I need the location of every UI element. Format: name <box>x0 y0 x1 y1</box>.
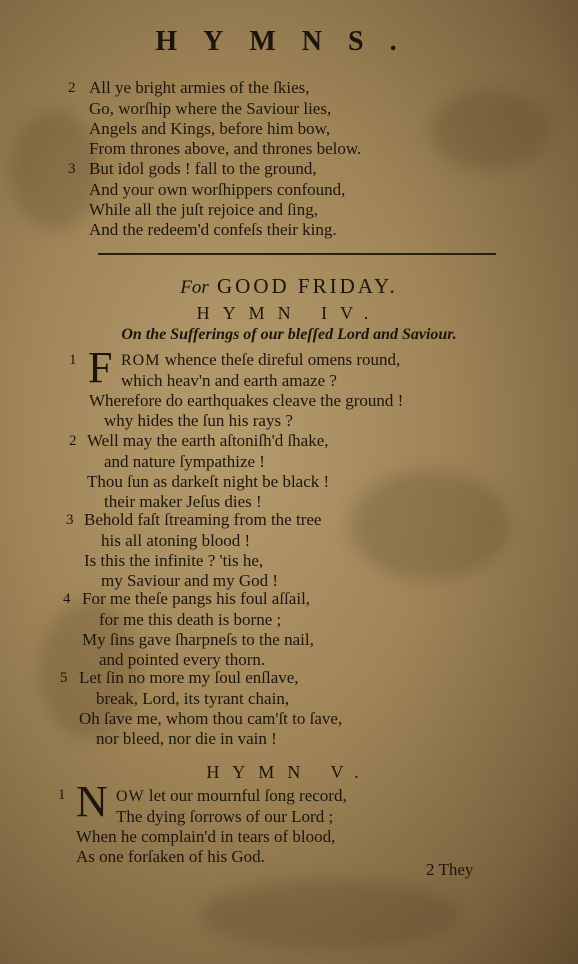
verse-number: 1 <box>58 787 66 803</box>
verse-line: Let ſin no more my ſoul enſlave, <box>79 668 299 687</box>
verse-line: But idol gods ! fall to the ground, <box>89 159 317 178</box>
verse-number: 4 <box>63 591 71 607</box>
verse-line: my Saviour and my God ! <box>101 571 279 590</box>
verse-line: As one forſaken of his God. <box>76 847 265 866</box>
small-caps: OW <box>116 788 145 805</box>
verse-line-text: let our mournful ſong record, <box>148 786 347 805</box>
drop-cap: F <box>88 343 113 392</box>
verse-line: Behold faſt ſtreaming from the tree <box>84 510 322 529</box>
verse-number: 5 <box>60 670 68 686</box>
verse-number: 1 <box>69 352 77 368</box>
verse-line: and pointed every thorn. <box>99 650 266 669</box>
verse-line: his all atoning blood ! <box>101 531 251 550</box>
verse-line: break, Lord, its tyrant chain, <box>96 689 290 708</box>
verse-line: And the redeem'd confeſs their king. <box>89 220 337 239</box>
small-caps: ROM <box>121 352 161 369</box>
verse-line: All ye bright armies of the ſkies, <box>89 78 310 97</box>
hymn-heading: HYMN V. <box>206 762 372 782</box>
verse-line: Well may the earth aſtoniſh'd ſhake, <box>87 431 329 450</box>
verse-line: Oh ſave me, whom thou cam'ſt to ſave, <box>79 709 343 728</box>
verse-line-text: whence theſe direful omens round, <box>164 350 401 369</box>
verse-line: which heav'n and earth amaze ? <box>121 371 337 390</box>
section-prefix: For <box>180 277 209 298</box>
verse-number: 3 <box>68 161 76 177</box>
verse-line: their maker Jeſus dies ! <box>104 492 262 511</box>
verse-line: for me this death is borne ; <box>99 610 282 629</box>
verse-line: For me theſe pangs his foul aſſail, <box>82 589 311 608</box>
verse-line: The dying ſorrows of our Lord ; <box>116 807 334 826</box>
section-title <box>0 274 578 299</box>
verse-line: And your own worſhippers confound, <box>89 180 346 199</box>
verse-line: Thou ſun as darkeſt night be black ! <box>87 472 330 491</box>
verse-line: nor bleed, nor die in vain ! <box>96 729 277 748</box>
verse-line: From thrones above, and thrones below. <box>89 139 362 158</box>
verse-line: While all the juſt rejoice and ſing, <box>89 200 318 219</box>
verse-number: 2 <box>69 433 77 449</box>
verse-line: Is this the infinite ? 'tis he, <box>84 551 264 570</box>
verse-line: When he complain'd in tears of blood, <box>76 827 336 846</box>
running-head: HYMNS. <box>155 26 423 57</box>
verse-number: 3 <box>66 512 74 528</box>
verse-line <box>116 785 347 807</box>
hymn-heading: HYMN IV. <box>196 303 382 323</box>
verse-line: Wherefore do earthquakes cleave the ground ! <box>89 391 404 410</box>
drop-cap: N <box>76 777 108 826</box>
verse-line: Angels and Kings, before him bow, <box>89 119 331 138</box>
verse-line: My ſins gave ſharpneſs to the nail, <box>82 630 314 649</box>
verse-line: why hides the ſun his rays ? <box>104 411 293 430</box>
verse-line: and nature ſympathize ! <box>104 452 265 471</box>
section-rule <box>98 253 496 255</box>
section-heading: GOOD FRIDAY. <box>217 274 398 298</box>
hymn-subtitle: On the Sufferings of our bleſſed Lord and Saviour. <box>121 326 457 343</box>
verse-number: 2 <box>68 80 76 96</box>
verse-line <box>121 349 400 371</box>
catchword: 2 They <box>426 860 474 879</box>
verse-line: Go, worſhip where the Saviour lies, <box>89 99 332 118</box>
